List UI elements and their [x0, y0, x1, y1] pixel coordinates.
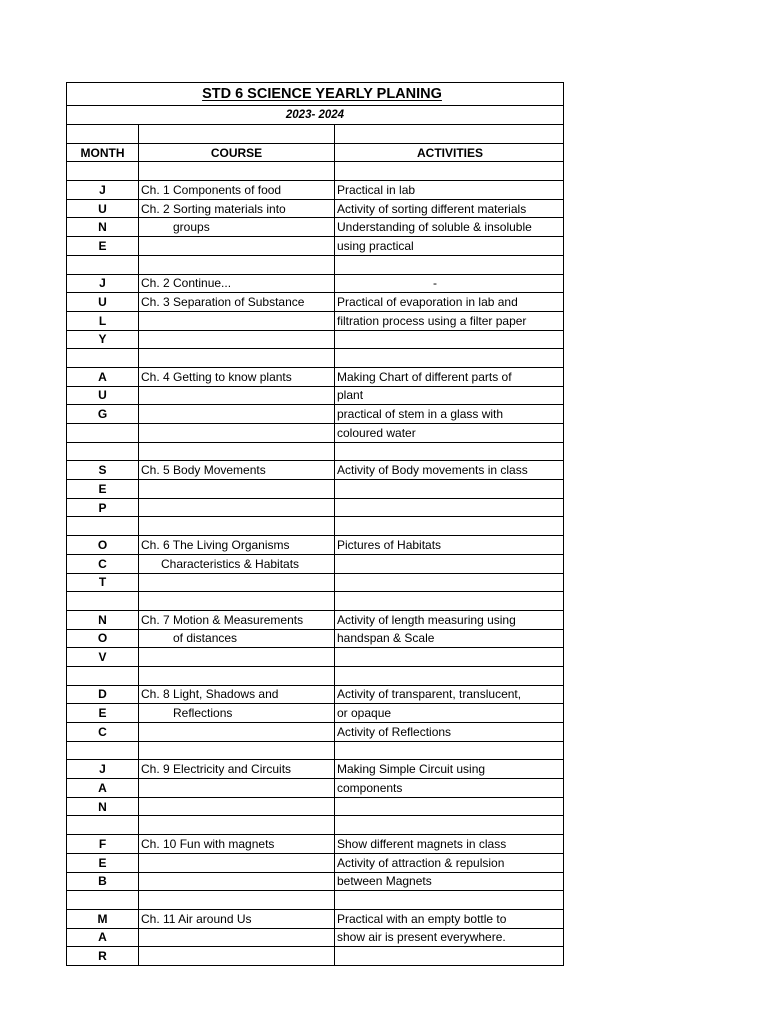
activity-cell [335, 741, 564, 760]
month-cell [67, 666, 139, 685]
activity-cell [335, 517, 564, 536]
table-row [67, 779, 563, 798]
activity-cell-text: plant [337, 388, 364, 403]
course-cell [139, 629, 335, 648]
month-cell-text: N [98, 220, 107, 235]
course-cell-text: Ch. 3 Separation of Substance [141, 295, 305, 310]
course-cell [139, 255, 335, 274]
activity-cell [335, 199, 564, 218]
table-row [67, 498, 563, 517]
month-cell-text: A [98, 369, 107, 384]
activity-cell-text: between Magnets [337, 874, 432, 889]
table-row [67, 330, 563, 349]
activity-cell [335, 629, 564, 648]
activity-cell [335, 536, 564, 555]
month-cell [67, 872, 139, 891]
table-row [67, 405, 563, 424]
activity-cell [335, 685, 564, 704]
course-cell [139, 891, 335, 910]
month-cell [67, 311, 139, 330]
activity-cell-text: Activity of length measuring using [337, 612, 516, 627]
activity-cell-text: practical of stem in a glass with [337, 407, 504, 422]
month-cell-text: E [98, 706, 107, 721]
activity-cell [335, 760, 564, 779]
course-cell [139, 648, 335, 667]
month-cell-text: T [98, 575, 107, 590]
activity-cell-text: Activity of Body movements in class [337, 463, 528, 478]
course-cell [139, 760, 335, 779]
month-cell [67, 367, 139, 386]
course-cell [139, 218, 335, 237]
month-cell [67, 648, 139, 667]
course-cell-text: Ch. 11 Air around Us [141, 911, 252, 926]
activity-cell [335, 237, 564, 256]
activity-cell-text: components [337, 780, 403, 795]
course-cell-text: Ch. 7 Motion & Measurements [141, 612, 304, 627]
course-cell [139, 779, 335, 798]
activity-cell-text: Pictures of Habitats [337, 537, 442, 552]
month-cell-text: J [99, 276, 106, 291]
activity-cell [335, 461, 564, 480]
sheet-title [67, 83, 563, 106]
course-cell [139, 947, 335, 965]
month-cell-text: R [98, 949, 107, 964]
activity-cell [335, 723, 564, 742]
month-cell-text: U [98, 201, 107, 216]
activity-cell [335, 311, 564, 330]
activity-cell [335, 816, 564, 835]
month-cell-text: U [98, 388, 107, 403]
activity-cell-text: Making Chart of different parts of [337, 369, 512, 384]
month-cell-text: O [97, 537, 108, 552]
course-cell [139, 685, 335, 704]
month-cell [67, 685, 139, 704]
table-row [67, 311, 563, 330]
month-cell [67, 199, 139, 218]
course-cell [139, 367, 335, 386]
activity-cell [335, 349, 564, 368]
header-row [67, 143, 563, 162]
table-row [67, 741, 563, 760]
table-row [67, 685, 563, 704]
table-row [67, 181, 563, 200]
table-row [67, 386, 563, 405]
course-cell [139, 386, 335, 405]
month-cell [67, 853, 139, 872]
month-cell [67, 255, 139, 274]
activity-cell [335, 666, 564, 685]
activity-cell [335, 480, 564, 499]
month-cell-text: E [98, 238, 107, 253]
activity-cell [335, 704, 564, 723]
course-cell [139, 293, 335, 312]
month-cell [67, 797, 139, 816]
table-row [67, 947, 563, 965]
planning-table [67, 125, 563, 965]
course-cell-text: Ch. 6 The Living Organisms [141, 537, 290, 552]
month-cell [67, 218, 139, 237]
course-cell-text: Ch. 9 Electricity and Circuits [141, 762, 292, 777]
month-cell [67, 424, 139, 443]
activity-cell [335, 853, 564, 872]
month-cell-text: B [98, 874, 107, 889]
course-cell [139, 592, 335, 611]
table-row [67, 723, 563, 742]
activity-cell [335, 218, 564, 237]
activities-header: ACTIVITIES [335, 143, 564, 162]
activity-cell-text: Activity of attraction & repulsion [337, 855, 505, 870]
table-row [67, 367, 563, 386]
course-cell [139, 162, 335, 181]
table-row [67, 237, 563, 256]
month-cell [67, 554, 139, 573]
table-row [67, 442, 563, 461]
course-cell [139, 274, 335, 293]
course-cell [139, 199, 335, 218]
activity-cell-text: Activity of sorting different materials [337, 201, 527, 216]
course-cell [139, 498, 335, 517]
table-row [67, 424, 563, 443]
course-cell-text: Ch. 1 Components of food [141, 182, 282, 197]
course-cell-text: Ch. 4 Getting to know plants [141, 369, 292, 384]
course-cell [139, 442, 335, 461]
month-cell [67, 480, 139, 499]
activity-cell-text: using practical [337, 238, 414, 253]
month-cell [67, 442, 139, 461]
course-cell [139, 704, 335, 723]
activity-cell-text: handspan & Scale [337, 631, 435, 646]
course-cell [139, 349, 335, 368]
table-row [67, 909, 563, 928]
activity-cell [335, 386, 564, 405]
month-cell [67, 386, 139, 405]
month-cell-text: P [98, 500, 107, 515]
month-header: MONTH [67, 143, 139, 162]
activity-cell [335, 274, 564, 293]
month-cell-text: N [98, 799, 107, 814]
title-text: STD 6 SCIENCE YEARLY PLANING [202, 86, 442, 102]
activity-cell-text: filtration process using a filter paper [337, 313, 527, 328]
month-cell-text: M [97, 911, 108, 926]
course-cell [139, 610, 335, 629]
activity-cell-text: Activity of transparent, translucent, [337, 687, 522, 702]
table-row [67, 349, 563, 368]
activity-cell [335, 872, 564, 891]
course-cell [139, 853, 335, 872]
month-cell [67, 405, 139, 424]
course-cell [139, 573, 335, 592]
activity-cell-text: Understanding of soluble & insoluble [337, 220, 532, 235]
month-cell [67, 517, 139, 536]
month-cell [67, 704, 139, 723]
activity-cell [335, 891, 564, 910]
month-cell-text: A [98, 930, 107, 945]
course-cell [139, 928, 335, 947]
course-cell [139, 405, 335, 424]
month-cell [67, 928, 139, 947]
course-cell-text: Ch. 8 Light, Shadows and [141, 687, 279, 702]
activity-cell [335, 573, 564, 592]
table-row [67, 480, 563, 499]
table-row [67, 704, 563, 723]
month-cell [67, 498, 139, 517]
activity-cell [335, 648, 564, 667]
course-cell-text: Reflections [173, 706, 233, 721]
month-cell-text: D [98, 687, 107, 702]
month-cell [67, 181, 139, 200]
activity-cell [335, 181, 564, 200]
activity-cell [335, 498, 564, 517]
table-row [67, 274, 563, 293]
activity-cell-text: Practical of evaporation in lab and [337, 295, 518, 310]
course-cell-text: Ch. 5 Body Movements [141, 463, 266, 478]
table-row [67, 928, 563, 947]
table-row [67, 816, 563, 835]
table-row [67, 666, 563, 685]
table-row [67, 255, 563, 274]
month-cell [67, 573, 139, 592]
course-cell [139, 461, 335, 480]
course-cell [139, 872, 335, 891]
table-row [67, 629, 563, 648]
course-cell [139, 181, 335, 200]
table-row [67, 554, 563, 573]
activity-cell [335, 293, 564, 312]
academic-year: 2023- 2024 [67, 106, 563, 125]
course-cell [139, 797, 335, 816]
month-cell-text: L [98, 313, 107, 328]
course-cell [139, 330, 335, 349]
course-cell-text: Characteristics & Habitats [161, 556, 300, 571]
month-cell [67, 610, 139, 629]
activity-cell-text: show air is present everywhere. [337, 930, 506, 945]
course-cell [139, 816, 335, 835]
month-cell-text: G [97, 407, 108, 422]
activity-cell [335, 554, 564, 573]
table-row [67, 573, 563, 592]
month-cell [67, 947, 139, 965]
table-row [67, 610, 563, 629]
course-cell [139, 835, 335, 854]
course-cell-text: of distances [173, 631, 238, 646]
course-header: COURSE [139, 143, 335, 162]
spacer-row [67, 125, 563, 143]
month-cell [67, 536, 139, 555]
activity-cell [335, 442, 564, 461]
activity-cell [335, 405, 564, 424]
table-row [67, 293, 563, 312]
month-cell [67, 629, 139, 648]
month-cell [67, 162, 139, 181]
table-row [67, 853, 563, 872]
course-cell-text: Ch. 2 Sorting materials into [141, 201, 286, 216]
course-cell [139, 424, 335, 443]
month-cell [67, 891, 139, 910]
month-cell-text: O [97, 631, 108, 646]
month-cell-text: E [98, 855, 107, 870]
month-cell [67, 293, 139, 312]
table-row [67, 648, 563, 667]
month-cell [67, 816, 139, 835]
activity-cell [335, 928, 564, 947]
month-cell-text: C [98, 724, 107, 739]
table-row [67, 592, 563, 611]
month-cell [67, 760, 139, 779]
month-cell-text: F [98, 836, 107, 851]
activity-cell [335, 330, 564, 349]
table-row [67, 891, 563, 910]
table-row [67, 536, 563, 555]
table-row [67, 835, 563, 854]
course-cell [139, 909, 335, 928]
activity-cell-text: - [433, 276, 437, 291]
month-cell-text: Y [98, 332, 107, 347]
activity-cell-text: Practical with an empty bottle to [337, 911, 507, 926]
activity-cell-text: Activity of Reflections [337, 724, 452, 739]
course-cell [139, 723, 335, 742]
course-cell-text: Ch. 10 Fun with magnets [141, 836, 275, 851]
activity-cell [335, 367, 564, 386]
activity-cell [335, 125, 564, 143]
month-cell [67, 461, 139, 480]
table-row [67, 461, 563, 480]
activity-cell [335, 909, 564, 928]
course-cell [139, 666, 335, 685]
month-cell-text: A [98, 780, 107, 795]
course-cell [139, 125, 335, 143]
planning-sheet [66, 82, 564, 966]
activity-cell [335, 779, 564, 798]
activity-cell-text: Making Simple Circuit using [337, 762, 486, 777]
month-cell-text: J [99, 762, 106, 777]
table-row [67, 517, 563, 536]
course-cell [139, 741, 335, 760]
activity-cell [335, 424, 564, 443]
month-cell [67, 835, 139, 854]
course-cell [139, 517, 335, 536]
course-cell [139, 237, 335, 256]
month-cell-text: S [98, 463, 107, 478]
month-cell-text: E [98, 481, 107, 496]
month-cell [67, 125, 139, 143]
activity-cell-text: Show different magnets in class [337, 836, 507, 851]
month-cell [67, 741, 139, 760]
month-cell-text: V [98, 650, 107, 665]
month-cell-text: C [98, 556, 107, 571]
table-row [67, 872, 563, 891]
month-cell [67, 349, 139, 368]
month-cell-text: N [98, 612, 107, 627]
month-cell [67, 592, 139, 611]
activity-cell [335, 162, 564, 181]
table-row [67, 760, 563, 779]
activity-cell [335, 947, 564, 965]
activity-cell [335, 835, 564, 854]
course-cell [139, 480, 335, 499]
month-cell [67, 330, 139, 349]
course-cell [139, 311, 335, 330]
month-cell [67, 723, 139, 742]
activity-cell-text: or opaque [337, 706, 392, 721]
month-cell-text: U [98, 295, 107, 310]
month-cell-text: J [99, 182, 106, 197]
course-cell-text: groups [173, 220, 210, 235]
spacer-row [67, 162, 563, 181]
course-cell-text: Ch. 2 Continue... [141, 276, 232, 291]
activity-cell-text: Practical in lab [337, 182, 416, 197]
table-row [67, 199, 563, 218]
month-cell [67, 274, 139, 293]
activity-cell [335, 255, 564, 274]
activity-cell [335, 592, 564, 611]
month-cell [67, 779, 139, 798]
table-row [67, 797, 563, 816]
activity-cell [335, 797, 564, 816]
course-cell [139, 536, 335, 555]
activity-cell [335, 610, 564, 629]
month-cell [67, 237, 139, 256]
month-cell [67, 909, 139, 928]
table-row [67, 218, 563, 237]
course-cell [139, 554, 335, 573]
activity-cell-text: coloured water [337, 425, 416, 440]
